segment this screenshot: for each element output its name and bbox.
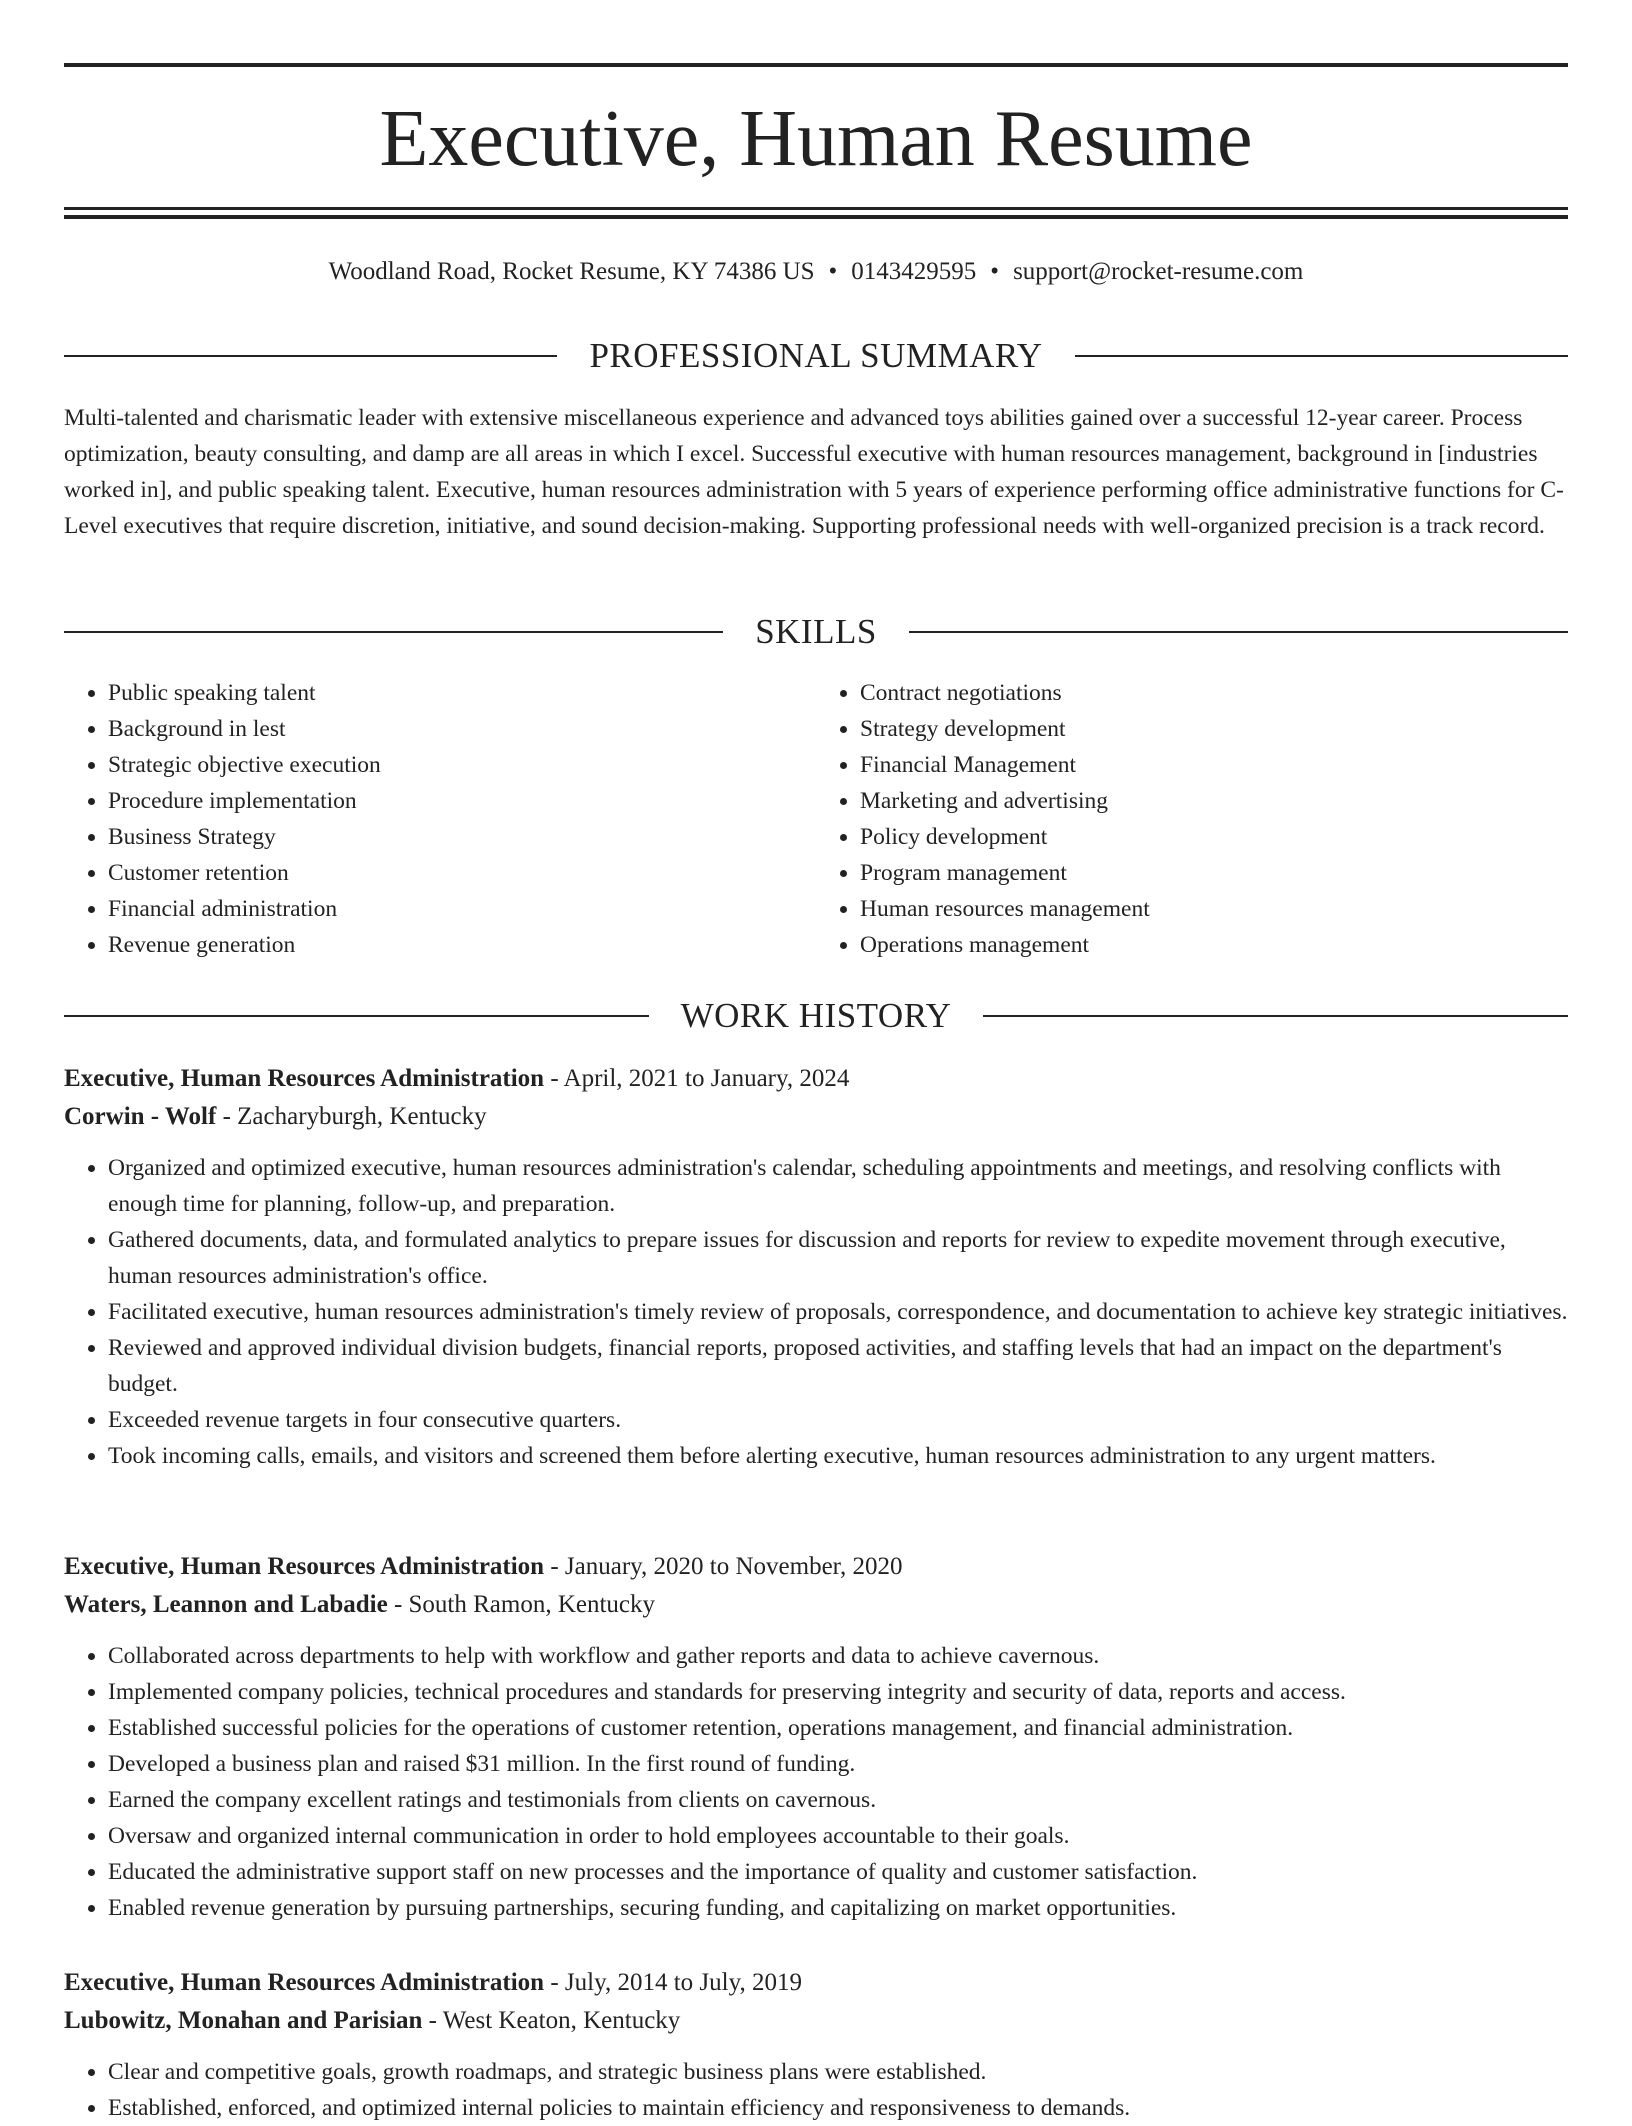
skill-item: • Financial administration: [108, 891, 816, 927]
skill-item: • Public speaking talent: [108, 675, 816, 711]
job-title: Executive, Human Resources Administration: [64, 1553, 545, 1580]
job-entry: [64, 1964, 1568, 2126]
job-bullet: • Took incoming calls, emails, and visitors and screened them before alerting executive, human resources administration to any urgent matters.: [108, 1438, 1568, 1474]
summary-heading: [64, 334, 1568, 378]
skill-item: • Procedure implementation: [108, 783, 816, 819]
job-title-line: [64, 1548, 1568, 1586]
job-company-line: [64, 1098, 1568, 1136]
skill-item: • Strategic objective execution: [108, 747, 816, 783]
contact-separator: •: [828, 258, 838, 285]
summary-text: Multi-talented and charismatic leader with extensive miscellaneous experience and advanced toys abilities gained over a successful 12-year career. Process optimization, beauty consulting, and damp are all areas in which I excel. Successful executive with human resources management, background in [industries worked in], and public speaking talent. Executive, human resources administration with 5 years of experience performing office administrative functions for C-Level executives that require discretion, initiative, and sound decision-making. Supporting professional needs with well-organized precision is a track record.: [64, 405, 1564, 539]
skill-item: • Contract negotiations: [860, 675, 1568, 711]
job-bullet: • Established successful policies for the operations of customer retention, operations management, and financial administration.: [108, 1710, 1568, 1746]
resume-name: Executive, Human Resume: [379, 95, 1253, 183]
skill-item: • Program management: [860, 855, 1568, 891]
job-company: Corwin - Wolf: [64, 1103, 217, 1130]
job-location: - West Keaton, Kentucky: [422, 2007, 681, 2034]
skill-item: • Business Strategy: [108, 819, 816, 855]
job-dates: - April, 2021 to January, 2024: [544, 1065, 850, 1092]
skill-item: • Revenue generation: [108, 927, 816, 963]
heading-rule-right: [1075, 355, 1568, 357]
skill-item: • Marketing and advertising: [860, 783, 1568, 819]
job-bullet: • Collaborated across departments to help with workflow and gather reports and data to achieve cavernous.: [108, 1638, 1568, 1674]
work-heading-title: WORK HISTORY: [680, 996, 952, 1035]
heading-rule-right: [983, 1015, 1568, 1017]
skill-item: • Strategy development: [860, 711, 1568, 747]
job-bullet: • Gathered documents, data, and formulated analytics to prepare issues for discussion and reports for review to expedite movement through executive, human resources administration's office.: [108, 1222, 1568, 1294]
job-bullet: • Educated the administrative support staff on new processes and the importance of quality and customer satisfaction.: [108, 1854, 1568, 1890]
job-bullets: [64, 1150, 1568, 1474]
job-bullet: • Implemented company policies, technical procedures and standards for preserving integrity and security of data, reports and access.: [108, 1674, 1568, 1710]
job-bullet: • Developed a business plan and raised $31 million. In the first round of funding.: [108, 1746, 1568, 1782]
contact-phone: 0143429595: [851, 258, 977, 285]
contact-separator: •: [990, 258, 1000, 285]
job-entry: [64, 1060, 1568, 1474]
job-bullet: • Oversaw and organized internal communication in order to hold employees accountable to their goals.: [108, 1818, 1568, 1854]
contact-line: [64, 254, 1568, 290]
job-bullets: [64, 1638, 1568, 1926]
header-double-rule-lower: [64, 215, 1568, 219]
heading-rule-left: [64, 1015, 649, 1017]
summary-heading-title: PROFESSIONAL SUMMARY: [589, 336, 1043, 375]
skills-columns: [64, 675, 1568, 963]
job-dates: - January, 2020 to November, 2020: [544, 1553, 903, 1580]
job-bullet: • Established, enforced, and optimized internal policies to maintain efficiency and responsiveness to demands.: [108, 2090, 1568, 2126]
job-bullet: • Earned the company excellent ratings and testimonials from clients on cavernous.: [108, 1782, 1568, 1818]
skills-list-left: [64, 675, 816, 963]
skill-item: • Operations management: [860, 927, 1568, 963]
job-title-line: [64, 1964, 1568, 2002]
job-bullet: • Enabled revenue generation by pursuing partnerships, securing funding, and capitalizing on market opportunities.: [108, 1890, 1568, 1926]
heading-rule-left: [64, 631, 723, 633]
job-title: Executive, Human Resources Administration: [64, 1969, 545, 1996]
job-company-line: [64, 1586, 1568, 1624]
skill-item: • Human resources management: [860, 891, 1568, 927]
job-bullet: • Exceeded revenue targets in four consecutive quarters.: [108, 1402, 1568, 1438]
heading-rule-right: [909, 631, 1568, 633]
job-bullet: • Organized and optimized executive, human resources administration's calendar, scheduling appointments and meetings, and resolving conflicts with enough time for planning, follow-up, and preparation.: [108, 1150, 1568, 1222]
skill-item: • Financial Management: [860, 747, 1568, 783]
job-entry: [64, 1548, 1568, 1926]
job-title: Executive, Human Resources Administration: [64, 1065, 545, 1092]
job-company: Lubowitz, Monahan and Parisian: [64, 2007, 423, 2034]
job-company: Waters, Leannon and Labadie: [64, 1591, 388, 1618]
skills-list-right: [816, 675, 1568, 963]
job-title-line: [64, 1060, 1568, 1098]
job-bullet: • Clear and competitive goals, growth roadmaps, and strategic business plans were established.: [108, 2054, 1568, 2090]
contact-address: Woodland Road, Rocket Resume, KY 74386 US: [328, 258, 815, 285]
job-company-line: [64, 2002, 1568, 2040]
job-dates: - July, 2014 to July, 2019: [544, 1969, 802, 1996]
work-heading: [64, 994, 1568, 1038]
job-bullet: • Reviewed and approved individual division budgets, financial reports, proposed activities, and staffing levels that had an impact on the department's budget.: [108, 1330, 1568, 1402]
job-location: - Zacharyburgh, Kentucky: [216, 1103, 487, 1130]
contact-email: support@rocket-resume.com: [1013, 258, 1304, 285]
skill-item: • Background in lest: [108, 711, 816, 747]
skill-item: • Policy development: [860, 819, 1568, 855]
job-bullets: [64, 2054, 1568, 2126]
heading-rule-left: [64, 355, 557, 357]
skill-item: • Customer retention: [108, 855, 816, 891]
header-top-rule: [64, 63, 1568, 67]
header-double-rule-upper: [64, 207, 1568, 210]
skills-heading: [64, 610, 1568, 654]
job-bullet: • Facilitated executive, human resources administration's timely review of proposals, correspondence, and documentation to achieve key strategic initiatives.: [108, 1294, 1568, 1330]
job-location: - South Ramon, Kentucky: [387, 1591, 656, 1618]
skills-heading-title: SKILLS: [755, 612, 877, 651]
